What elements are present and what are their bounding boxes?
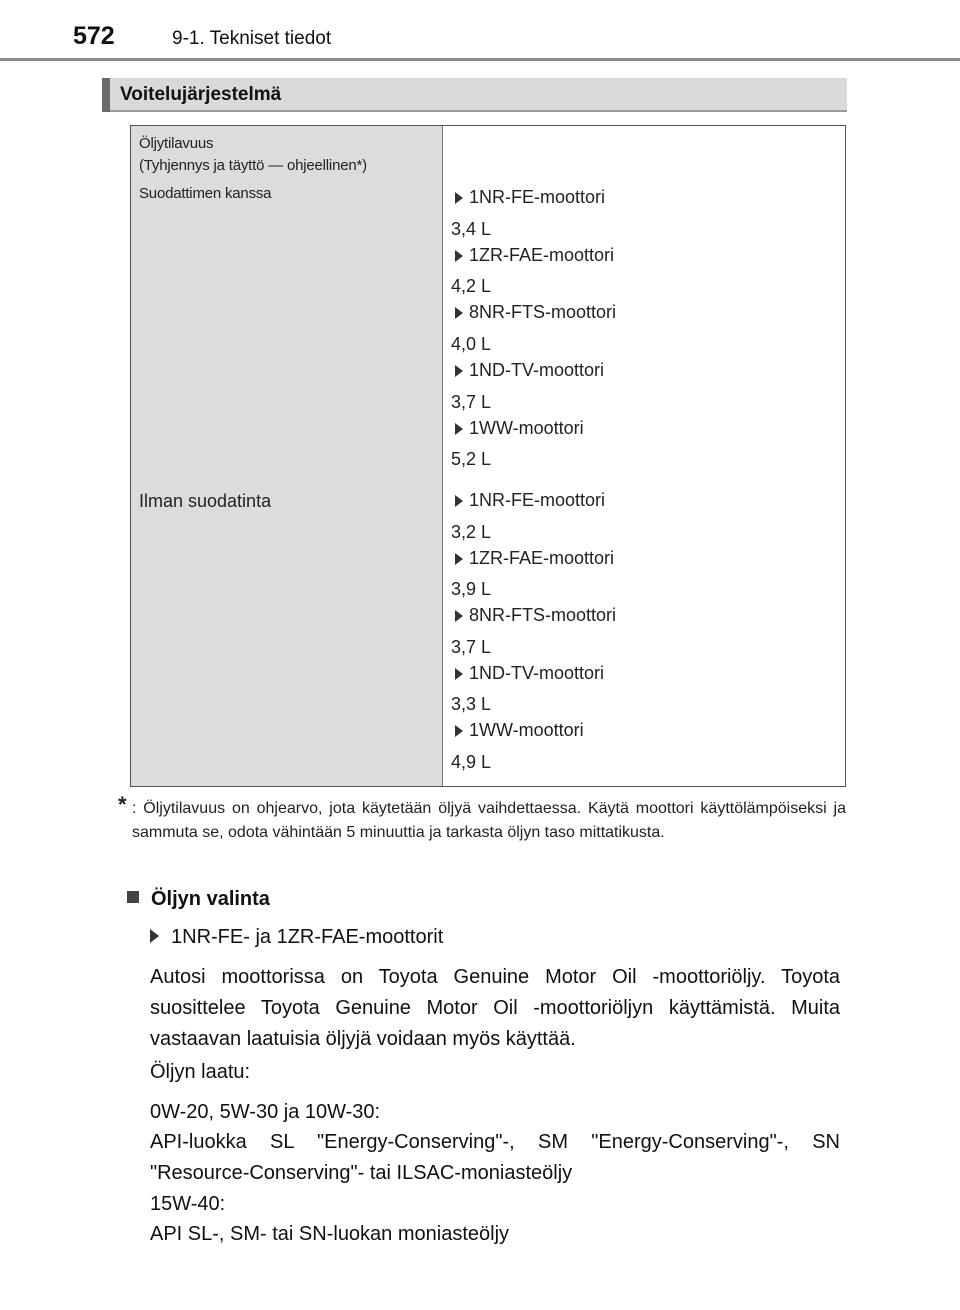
capacity-value: 3,4 L	[451, 219, 492, 239]
arrow-icon	[150, 929, 159, 943]
arrow-icon	[455, 307, 463, 319]
capacity-value: 4,2 L	[451, 276, 492, 296]
list-item: 1ZR-FAE-moottori	[455, 548, 614, 569]
oil-selection-heading: Öljyn valinta	[127, 888, 270, 911]
footnote	[118, 792, 846, 845]
page-header	[0, 0, 960, 64]
arrow-icon	[455, 250, 463, 262]
capacity-value: 3,2 L	[451, 522, 492, 542]
oil-quality-label: Öljyn laatu:	[150, 1061, 251, 1083]
arrow-icon	[455, 365, 463, 377]
capacity-value: 4,9 L	[451, 752, 492, 772]
page-number: 572	[73, 22, 115, 50]
section-title: Voitelujärjestelmä	[120, 84, 282, 105]
chapter-title: 9-1. Tekniset tiedot	[172, 28, 332, 49]
arrow-icon	[455, 668, 463, 680]
capacity-value: 4,0 L	[451, 334, 492, 354]
without-filter-label: Ilman suodatinta	[139, 491, 272, 511]
header-divider	[0, 58, 960, 61]
list-item: 1WW-moottori	[455, 720, 584, 741]
list-item: 1NR-FE-moottori	[455, 490, 605, 511]
capacity-value: 5,2 L	[451, 449, 492, 469]
list-item: 8NR-FTS-moottori	[455, 302, 616, 323]
grade-description: API-luokka SL "Energy-Conserving"-, SM "Energy-Conserving"-, SN "Resource-Conserving"- tai ILSAC-moniasteöljy	[150, 1131, 840, 1184]
with-filter-label: Suodattimen kanssa	[139, 185, 272, 202]
arrow-icon	[455, 192, 463, 204]
grade-label: 0W-20, 5W-30 ja 10W-30:	[150, 1101, 381, 1123]
list-item: 1WW-moottori	[455, 418, 584, 439]
grade-description: API SL-, SM- tai SN-luokan moniasteöljy	[150, 1223, 510, 1245]
capacity-value: 3,7 L	[451, 392, 492, 412]
oil-capacity-table	[130, 125, 846, 787]
arrow-icon	[455, 495, 463, 507]
arrow-icon	[455, 553, 463, 565]
footnote-marker: *	[118, 792, 127, 817]
list-item: 8NR-FTS-moottori	[455, 605, 616, 626]
capacity-value: 3,7 L	[451, 637, 492, 657]
engine-subheading: 1NR-FE- ja 1ZR-FAE-moottorit	[150, 926, 443, 949]
arrow-icon	[455, 610, 463, 622]
arrow-icon	[455, 725, 463, 737]
table-label-column	[131, 126, 443, 786]
square-bullet-icon	[127, 891, 139, 903]
footnote-text: : Öljytilavuus on ohjearvo, jota käytetään öljyä vaihdettaessa. Käytä moottori käyttölämpöiseksi ja sammuta se, odota vähintään 5 minuuttia ja tarkasta öljyn taso mittatikusta.	[132, 800, 846, 841]
list-item: 1ND-TV-moottori	[455, 360, 604, 381]
capacity-label: Öljytilavuus	[139, 135, 214, 152]
paragraph: Autosi moottorissa on Toyota Genuine Motor Oil -moottoriöljy. Toyota suosittelee Toyota Genuine Motor Oil -moottoriöljyn käyttämistä. Muita vastaavan laatuisia öljyjä voidaan myös käyttää.	[150, 966, 840, 1050]
list-item: 1NR-FE-moottori	[455, 187, 605, 208]
grade-label: 15W-40:	[150, 1193, 226, 1215]
capacity-value: 3,9 L	[451, 579, 492, 599]
list-item: 1ND-TV-moottori	[455, 663, 604, 684]
section-title-bar	[102, 78, 847, 112]
list-item: 1ZR-FAE-moottori	[455, 245, 614, 266]
capacity-note-label: (Tyhjennys ja täyttö — ohjeellinen*)	[139, 157, 367, 174]
capacity-value: 3,3 L	[451, 694, 492, 714]
section-accent	[102, 78, 110, 112]
arrow-icon	[455, 423, 463, 435]
